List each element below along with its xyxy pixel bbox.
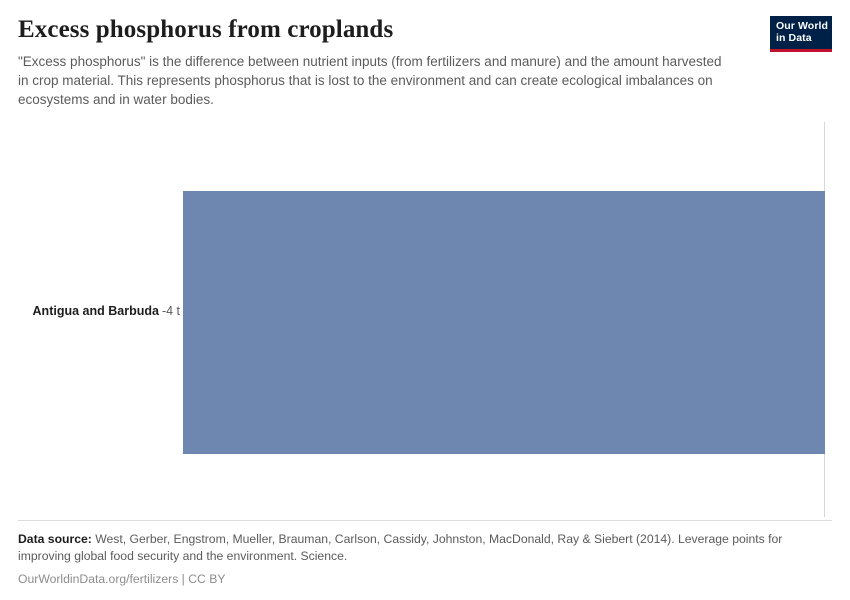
bar-antigua-and-barbuda[interactable] bbox=[183, 191, 825, 454]
data-source-label: Data source: bbox=[18, 532, 92, 547]
bar-value-label: -4 t bbox=[161, 304, 180, 318]
chart-header bbox=[18, 16, 832, 109]
owid-logo-line2: in Data bbox=[776, 31, 812, 44]
bar-label bbox=[33, 304, 180, 318]
bar-entity-label: Antigua and Barbuda bbox=[32, 304, 159, 318]
data-source bbox=[18, 531, 808, 564]
chart-subtitle: "Excess phosphorus" is the difference between nutrient inputs (from fertilizers and manure) and the amount harvested in crop material. This represents phosphorus that is lost to the environment and can create ecological imbalances on ecosystems and in water bodies. bbox=[18, 54, 722, 108]
owid-logo[interactable] bbox=[770, 16, 832, 52]
page-title: Excess phosphorus from croplands bbox=[18, 16, 394, 43]
owid-logo-line1: Our World bbox=[776, 20, 829, 32]
bar-series bbox=[0, 107, 850, 517]
footer-divider bbox=[18, 520, 832, 521]
license-text[interactable]: OurWorldinData.org/fertilizers | CC BY bbox=[18, 572, 226, 586]
data-source-text: West, Gerber, Engstrom, Mueller, Brauman, Carlson, Cassidy, Johnston, MacDonald, Ray & Siebert (2014). Leverage points for improving global food security and the environment. Science. bbox=[18, 532, 783, 563]
chart-footer bbox=[18, 520, 832, 586]
chart-plot-area bbox=[0, 107, 850, 517]
